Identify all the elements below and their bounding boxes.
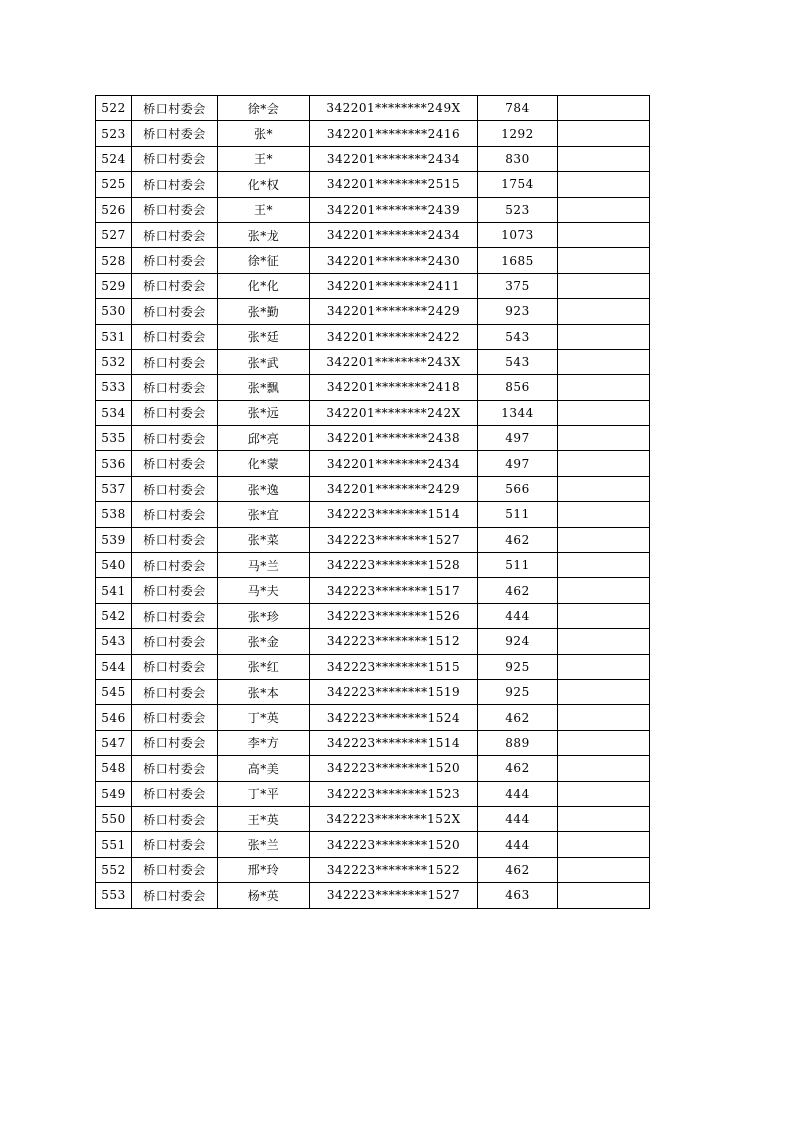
cell-row-number: 540	[96, 553, 132, 578]
cell-blank	[558, 121, 650, 146]
cell-blank	[558, 857, 650, 882]
cell-row-number: 528	[96, 248, 132, 273]
cell-blank	[558, 806, 650, 831]
cell-blank	[558, 679, 650, 704]
table-row	[96, 172, 650, 197]
table-row	[96, 502, 650, 527]
cell-amount: 925	[478, 654, 558, 679]
cell-row-number: 549	[96, 781, 132, 806]
cell-org: 桥口村委会	[132, 349, 218, 374]
cell-row-number: 548	[96, 756, 132, 781]
cell-row-number: 545	[96, 679, 132, 704]
cell-row-number: 535	[96, 426, 132, 451]
cell-amount: 543	[478, 349, 558, 374]
cell-row-number: 531	[96, 324, 132, 349]
cell-row-number: 541	[96, 578, 132, 603]
cell-id-number: 342201********2429	[310, 299, 478, 324]
cell-row-number: 534	[96, 400, 132, 425]
cell-row-number: 537	[96, 476, 132, 501]
cell-amount: 1685	[478, 248, 558, 273]
cell-org: 桥口村委会	[132, 578, 218, 603]
cell-org: 桥口村委会	[132, 781, 218, 806]
cell-name: 丁*英	[218, 705, 310, 730]
cell-id-number: 342223********1519	[310, 679, 478, 704]
cell-blank	[558, 172, 650, 197]
table-row	[96, 299, 650, 324]
cell-blank	[558, 832, 650, 857]
cell-blank	[558, 883, 650, 908]
cell-org: 桥口村委会	[132, 502, 218, 527]
cell-name: 化*蒙	[218, 451, 310, 476]
cell-id-number: 342223********152X	[310, 806, 478, 831]
table-row	[96, 857, 650, 882]
cell-name: 王*	[218, 146, 310, 171]
cell-id-number: 342201********2416	[310, 121, 478, 146]
cell-id-number: 342201********2422	[310, 324, 478, 349]
cell-id-number: 342201********242X	[310, 400, 478, 425]
cell-amount: 462	[478, 578, 558, 603]
cell-row-number: 543	[96, 629, 132, 654]
cell-row-number: 550	[96, 806, 132, 831]
cell-id-number: 342201********2515	[310, 172, 478, 197]
cell-name: 徐*会	[218, 96, 310, 121]
cell-org: 桥口村委会	[132, 426, 218, 451]
cell-amount: 1754	[478, 172, 558, 197]
cell-row-number: 542	[96, 603, 132, 628]
cell-blank	[558, 553, 650, 578]
cell-row-number: 526	[96, 197, 132, 222]
cell-blank	[558, 578, 650, 603]
cell-name: 邱*亮	[218, 426, 310, 451]
cell-blank	[558, 197, 650, 222]
cell-name: 马*夫	[218, 578, 310, 603]
table-row	[96, 553, 650, 578]
table-row	[96, 248, 650, 273]
cell-blank	[558, 781, 650, 806]
cell-amount: 462	[478, 705, 558, 730]
cell-amount: 497	[478, 426, 558, 451]
cell-id-number: 342201********2434	[310, 146, 478, 171]
cell-id-number: 342223********1524	[310, 705, 478, 730]
cell-org: 桥口村委会	[132, 553, 218, 578]
cell-name: 张*宜	[218, 502, 310, 527]
cell-amount: 523	[478, 197, 558, 222]
table-row	[96, 654, 650, 679]
cell-row-number: 544	[96, 654, 132, 679]
cell-blank	[558, 476, 650, 501]
cell-id-number: 342201********2439	[310, 197, 478, 222]
cell-id-number: 342223********1514	[310, 730, 478, 755]
table-row	[96, 349, 650, 374]
table-row	[96, 400, 650, 425]
table-row	[96, 730, 650, 755]
cell-org: 桥口村委会	[132, 629, 218, 654]
cell-name: 化*化	[218, 273, 310, 298]
table-row	[96, 832, 650, 857]
cell-org: 桥口村委会	[132, 832, 218, 857]
cell-name: 张*飘	[218, 375, 310, 400]
cell-name: 张*兰	[218, 832, 310, 857]
cell-org: 桥口村委会	[132, 222, 218, 247]
cell-row-number: 539	[96, 527, 132, 552]
cell-blank	[558, 654, 650, 679]
cell-id-number: 342201********2429	[310, 476, 478, 501]
cell-name: 李*方	[218, 730, 310, 755]
cell-id-number: 342223********1527	[310, 527, 478, 552]
cell-blank	[558, 222, 650, 247]
cell-id-number: 342223********1512	[310, 629, 478, 654]
table-row	[96, 121, 650, 146]
table-row	[96, 476, 650, 501]
cell-org: 桥口村委会	[132, 324, 218, 349]
cell-amount: 923	[478, 299, 558, 324]
cell-amount: 462	[478, 756, 558, 781]
cell-amount: 856	[478, 375, 558, 400]
table-body	[96, 96, 650, 909]
table-row	[96, 756, 650, 781]
cell-org: 桥口村委会	[132, 299, 218, 324]
cell-row-number: 524	[96, 146, 132, 171]
cell-name: 张*龙	[218, 222, 310, 247]
cell-name: 邢*玲	[218, 857, 310, 882]
cell-id-number: 342201********249X	[310, 96, 478, 121]
table-row	[96, 679, 650, 704]
table-row	[96, 324, 650, 349]
cell-blank	[558, 324, 650, 349]
cell-row-number: 530	[96, 299, 132, 324]
cell-org: 桥口村委会	[132, 121, 218, 146]
cell-row-number: 523	[96, 121, 132, 146]
cell-org: 桥口村委会	[132, 756, 218, 781]
cell-amount: 444	[478, 603, 558, 628]
cell-row-number: 538	[96, 502, 132, 527]
cell-blank	[558, 248, 650, 273]
cell-amount: 497	[478, 451, 558, 476]
cell-amount: 925	[478, 679, 558, 704]
cell-amount: 462	[478, 857, 558, 882]
table-row	[96, 705, 650, 730]
cell-id-number: 342201********2430	[310, 248, 478, 273]
table-row	[96, 146, 650, 171]
cell-amount: 784	[478, 96, 558, 121]
cell-row-number: 553	[96, 883, 132, 908]
cell-blank	[558, 705, 650, 730]
cell-id-number: 342223********1528	[310, 553, 478, 578]
cell-blank	[558, 400, 650, 425]
table-row	[96, 197, 650, 222]
cell-org: 桥口村委会	[132, 273, 218, 298]
cell-name: 张*武	[218, 349, 310, 374]
cell-id-number: 342223********1526	[310, 603, 478, 628]
cell-name: 王*英	[218, 806, 310, 831]
cell-row-number: 533	[96, 375, 132, 400]
cell-row-number: 525	[96, 172, 132, 197]
cell-org: 桥口村委会	[132, 883, 218, 908]
cell-name: 高*美	[218, 756, 310, 781]
roster-table	[95, 95, 650, 909]
cell-amount: 924	[478, 629, 558, 654]
cell-org: 桥口村委会	[132, 806, 218, 831]
cell-amount: 444	[478, 832, 558, 857]
cell-amount: 1344	[478, 400, 558, 425]
cell-org: 桥口村委会	[132, 527, 218, 552]
cell-id-number: 342223********1523	[310, 781, 478, 806]
cell-blank	[558, 146, 650, 171]
cell-name: 王*	[218, 197, 310, 222]
cell-org: 桥口村委会	[132, 857, 218, 882]
table-row	[96, 451, 650, 476]
cell-org: 桥口村委会	[132, 603, 218, 628]
cell-blank	[558, 375, 650, 400]
cell-id-number: 342201********2434	[310, 222, 478, 247]
cell-amount: 462	[478, 527, 558, 552]
cell-row-number: 546	[96, 705, 132, 730]
cell-id-number: 342223********1520	[310, 832, 478, 857]
cell-id-number: 342223********1517	[310, 578, 478, 603]
cell-org: 桥口村委会	[132, 679, 218, 704]
cell-name: 张*	[218, 121, 310, 146]
cell-amount: 511	[478, 502, 558, 527]
cell-name: 张*红	[218, 654, 310, 679]
cell-org: 桥口村委会	[132, 248, 218, 273]
cell-row-number: 527	[96, 222, 132, 247]
table-row	[96, 781, 650, 806]
cell-org: 桥口村委会	[132, 476, 218, 501]
cell-blank	[558, 299, 650, 324]
cell-amount: 1292	[478, 121, 558, 146]
cell-name: 马*兰	[218, 553, 310, 578]
cell-org: 桥口村委会	[132, 197, 218, 222]
cell-amount: 463	[478, 883, 558, 908]
cell-row-number: 552	[96, 857, 132, 882]
cell-name: 杨*英	[218, 883, 310, 908]
cell-amount: 543	[478, 324, 558, 349]
cell-org: 桥口村委会	[132, 96, 218, 121]
cell-name: 张*本	[218, 679, 310, 704]
cell-id-number: 342201********2411	[310, 273, 478, 298]
cell-amount: 511	[478, 553, 558, 578]
table-row	[96, 578, 650, 603]
cell-name: 张*廷	[218, 324, 310, 349]
cell-amount: 889	[478, 730, 558, 755]
cell-id-number: 342201********2438	[310, 426, 478, 451]
cell-amount: 566	[478, 476, 558, 501]
table-row	[96, 375, 650, 400]
cell-row-number: 522	[96, 96, 132, 121]
cell-org: 桥口村委会	[132, 375, 218, 400]
cell-id-number: 342201********243X	[310, 349, 478, 374]
cell-row-number: 536	[96, 451, 132, 476]
cell-org: 桥口村委会	[132, 705, 218, 730]
cell-blank	[558, 451, 650, 476]
table-row	[96, 883, 650, 908]
cell-amount: 830	[478, 146, 558, 171]
cell-name: 张*勤	[218, 299, 310, 324]
cell-org: 桥口村委会	[132, 146, 218, 171]
cell-blank	[558, 96, 650, 121]
table-row	[96, 96, 650, 121]
cell-name: 张*珍	[218, 603, 310, 628]
cell-blank	[558, 527, 650, 552]
cell-amount: 444	[478, 781, 558, 806]
cell-name: 丁*平	[218, 781, 310, 806]
table-row	[96, 222, 650, 247]
cell-row-number: 547	[96, 730, 132, 755]
table-row	[96, 629, 650, 654]
cell-name: 张*远	[218, 400, 310, 425]
cell-id-number: 342223********1514	[310, 502, 478, 527]
table-row	[96, 603, 650, 628]
cell-blank	[558, 756, 650, 781]
cell-blank	[558, 349, 650, 374]
table-row	[96, 806, 650, 831]
cell-row-number: 529	[96, 273, 132, 298]
cell-id-number: 342201********2418	[310, 375, 478, 400]
cell-amount: 1073	[478, 222, 558, 247]
cell-org: 桥口村委会	[132, 730, 218, 755]
cell-id-number: 342223********1515	[310, 654, 478, 679]
cell-org: 桥口村委会	[132, 400, 218, 425]
cell-blank	[558, 629, 650, 654]
cell-org: 桥口村委会	[132, 451, 218, 476]
cell-name: 化*权	[218, 172, 310, 197]
table-row	[96, 527, 650, 552]
cell-id-number: 342223********1520	[310, 756, 478, 781]
cell-id-number: 342201********2434	[310, 451, 478, 476]
cell-amount: 444	[478, 806, 558, 831]
cell-org: 桥口村委会	[132, 172, 218, 197]
cell-name: 张*菜	[218, 527, 310, 552]
cell-row-number: 532	[96, 349, 132, 374]
cell-blank	[558, 502, 650, 527]
table-row	[96, 273, 650, 298]
cell-name: 张*金	[218, 629, 310, 654]
cell-id-number: 342223********1522	[310, 857, 478, 882]
cell-blank	[558, 273, 650, 298]
cell-blank	[558, 426, 650, 451]
cell-name: 张*逸	[218, 476, 310, 501]
cell-blank	[558, 730, 650, 755]
table-row	[96, 426, 650, 451]
cell-id-number: 342223********1527	[310, 883, 478, 908]
cell-blank	[558, 603, 650, 628]
cell-row-number: 551	[96, 832, 132, 857]
cell-org: 桥口村委会	[132, 654, 218, 679]
cell-amount: 375	[478, 273, 558, 298]
cell-name: 徐*征	[218, 248, 310, 273]
